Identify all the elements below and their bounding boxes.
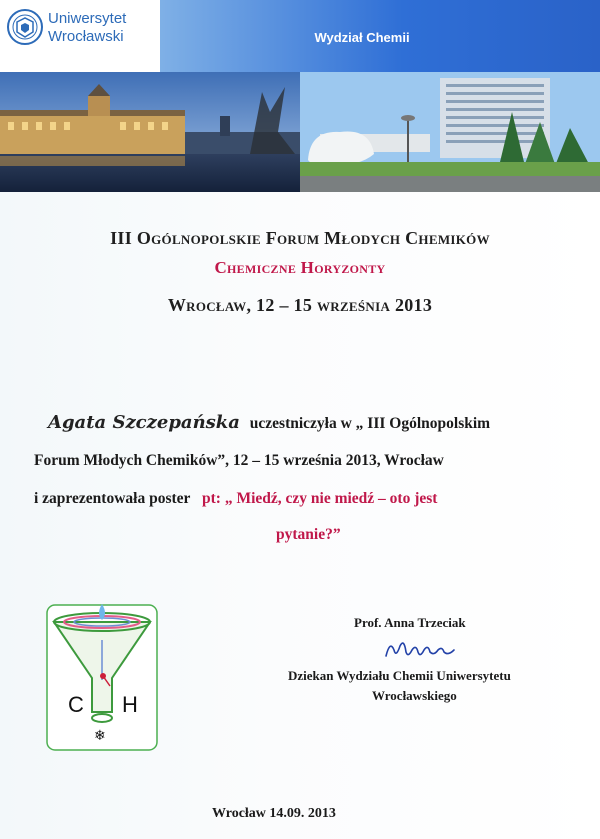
event-title: III Ogólnopolskie Forum Młodych Chemików — [110, 228, 490, 248]
certificate-line-3-text: i zaprezentowała poster — [34, 490, 191, 507]
logo-letter-c: C — [68, 692, 84, 717]
certificate-line-2: Forum Młodych Chemików”, 12 – 15 września 2013, Wrocław — [34, 452, 444, 469]
faculty-title: Wydział Chemii — [314, 30, 410, 45]
photo-faculty-campus — [300, 72, 600, 192]
university-seal-icon — [6, 8, 44, 46]
logo-line-1: Uniwersytet — [48, 10, 127, 27]
photo-university-building — [0, 72, 300, 192]
university-logo-text — [48, 10, 126, 46]
signatory-role-line-1: Dziekan Wydziału Chemii Uniwersytetu — [288, 668, 511, 683]
event-place-date: Wrocław, 12 – 15 września 2013 — [167, 295, 433, 315]
participant-name: Agata Szczepańska — [48, 412, 240, 433]
forum-funnel-logo — [46, 600, 158, 752]
logo-line-2: Wrocławski — [48, 28, 124, 45]
handwritten-signature — [380, 636, 460, 664]
poster-title-part-2: pytanie?” — [276, 526, 341, 543]
logo-letter-h: H — [122, 692, 138, 717]
certificate-line-3 — [34, 490, 437, 508]
certificate-line-1-text: uczestniczyła w „ III Ogólnopolskim — [249, 415, 491, 432]
poster-title-part-1: pt: „ Miedź, czy nie miedź – oto jest — [202, 490, 438, 507]
signatory-name: Prof. Anna Trzeciak — [354, 615, 466, 630]
snowflake-icon: ❄ — [94, 728, 106, 744]
signatory-role-line-2: Wrocławskiego — [372, 688, 457, 703]
event-subtitle: Chemiczne Horyzonty — [214, 258, 386, 277]
issue-place-date: Wrocław 14.09. 2013 — [212, 806, 336, 821]
certificate-line-1 — [48, 412, 490, 433]
